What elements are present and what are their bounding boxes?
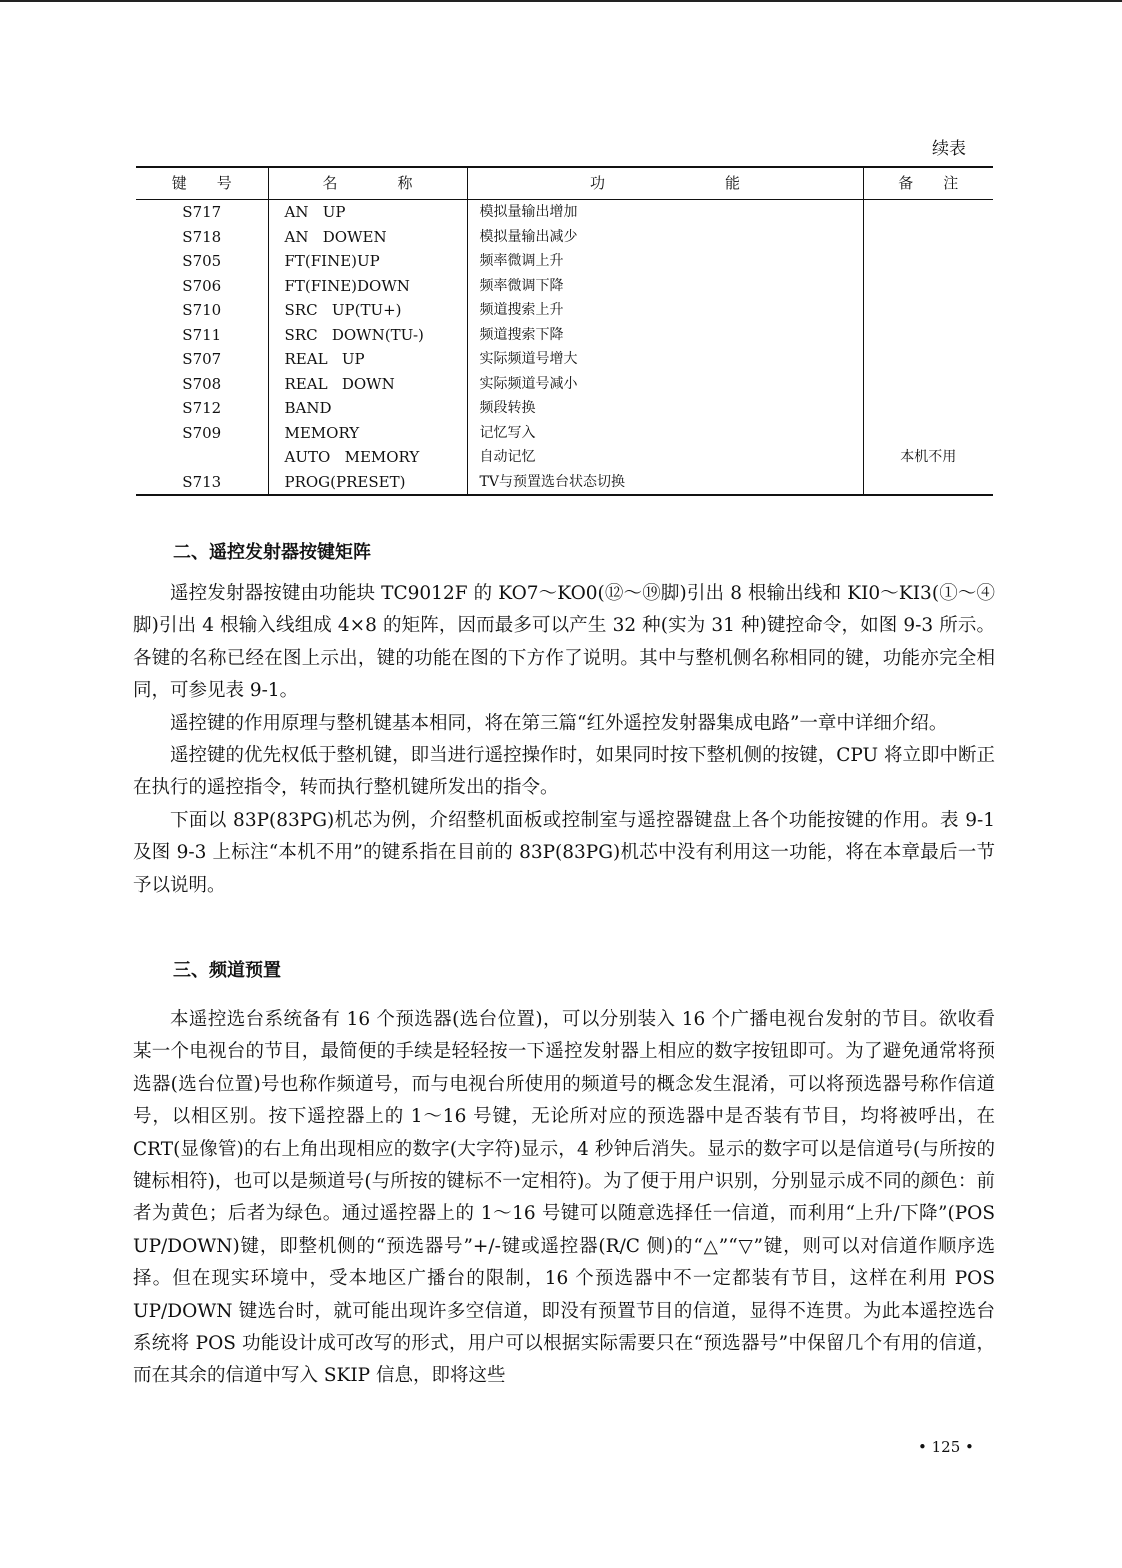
function-cell: 记忆写入: [467, 421, 863, 446]
function-cell: 自动记忆: [467, 445, 863, 470]
key-cell: S713: [136, 470, 268, 496]
name-cell: MEMORY: [268, 421, 467, 446]
note-cell: [863, 225, 993, 250]
key-cell: S708: [182, 374, 222, 393]
function-cell: 实际频道号增大: [467, 347, 863, 372]
key-cell: S711: [182, 325, 222, 344]
key-cell: S706: [182, 276, 222, 295]
col-function: 功 能: [467, 167, 863, 200]
table-row: [136, 347, 993, 372]
name-cell: AUTO MEMORY: [268, 445, 467, 470]
key-cell: [136, 445, 268, 470]
name-cell: BAND: [268, 396, 467, 421]
function-cell: 实际频道号减小: [467, 372, 863, 397]
key-cell: S709: [182, 423, 222, 442]
table-row: [136, 445, 993, 470]
name-cell: SRC DOWN(TU-): [268, 323, 467, 348]
table-continued-label: 续表: [932, 139, 966, 159]
top-rule: [0, 0, 1122, 2]
function-cell: 模拟量输出减少: [467, 225, 863, 250]
paragraph: 遥控键的作用原理与整机键基本相同，将在第三篇“红外遥控发射器集成电路”一章中详细介绍。: [170, 712, 948, 734]
key-cell: S705: [182, 252, 222, 270]
key-cell: S718: [182, 227, 222, 246]
name-cell: AN UP: [268, 200, 467, 225]
paragraph: 遥控发射器按键由功能块 TC9012F 的 KO7～KO0(⑫～⑲脚)引出 8 根输出线和 KI0～KI3(①～④脚)引出 4 根输入线组成 4×8 的矩阵，因而最多可以产生 32 种(实为 31 种)键控命令，如图 9-3 所示。各键的名称已经在图上示出，键的功能在图的下方作了说明。其中与整机侧名称相同的键，功能亦完全相同，可参见表 9-1。: [133, 583, 995, 702]
note-cell: [863, 421, 993, 446]
name-cell: FT(FINE)UP: [268, 249, 467, 274]
table-row: [136, 274, 993, 299]
key-cell: S717: [182, 203, 222, 221]
function-cell: 频道搜索下降: [467, 323, 863, 348]
section-heading-channel-preset: 三、频道预置: [173, 960, 281, 981]
table-header-row: [136, 167, 993, 200]
table-row: [136, 421, 993, 446]
paragraph: 本遥控选台系统备有 16 个预选器(选台位置)，可以分别装入 16 个广播电视台发射的节目。欲收看某一个电视台的节目，最简便的手续是轻轻按一下遥控发射器上相应的数字按钮即可。为了避免通常将预选器(选台位置)号也称作频道号，而与电视台所使用的频道号的概念发生混淆，可以将预选器号称作信道号，以相区别。按下遥控器上的 1～16 号键，无论所对应的预选器中是否装有节目，均将被呼出，在 CRT(显像管)的右上角出现相应的数字(大字符)显示，4 秒钟后消失。显示的数字可以是信道号(与所按的键标相符)，也可以是频道号(与所按的键标不一定相符)。为了便于用户识别，分别显示成不同的颜色：前者为黄色；后者为绿色。通过遥控器上的 1～16 号键可以随意选择任一信道，而利用“上升/下降”(POS UP/DOWN)键，即整机侧的“预选器号”+/-键或遥控器(R/C 侧)的“△”“▽”键，则可以对信道作顺序选择。但在现实环境中，受本地区广播台的限制，16 个预选器中不一定都装有节目，这样在利用 POS UP/DOWN 键选台时，就可能出现许多空信道，即没有预置节目的信道，显得不连贯。为此本遥控选台系统将 POS 功能设计成可改写的形式，用户可以根据实际需要只在“预选器号”中保留几个有用的信道，而在其余的信道中写入 SKIP 信息，即将这些: [133, 1009, 1014, 1387]
name-cell: AN DOWEN: [268, 225, 467, 250]
name-cell: SRC UP(TU+): [268, 298, 467, 323]
key-cell: S710: [182, 301, 222, 319]
note-cell: [863, 470, 993, 496]
note-cell: [863, 323, 993, 348]
note-cell: 本机不用: [863, 445, 993, 470]
col-name: 名 称: [268, 167, 467, 200]
section-body-channel-preset: [133, 1004, 1014, 1393]
note-cell: [863, 249, 993, 274]
table-row: [136, 298, 993, 323]
paragraph: 下面以 83P(83PG)机芯为例，介绍整机面板或控制室与遥控器键盘上各个功能按键的作用。表 9-1 及图 9-3 上标注“本机不用”的键系指在目前的 83P(83PG)机芯中没有利用这一功能，将在本章最后一节予以说明。: [133, 809, 995, 896]
section-heading-key-matrix: 二、遥控发射器按键矩阵: [173, 542, 371, 563]
note-cell: [863, 396, 993, 421]
section-body-key-matrix: [133, 578, 995, 902]
table-row: [136, 323, 993, 348]
key-cell: S712: [182, 399, 222, 417]
table-row: [136, 200, 993, 225]
note-cell: [863, 372, 993, 397]
function-cell: TV与预置选台状态切换: [467, 470, 863, 496]
name-cell: REAL DOWN: [268, 372, 467, 397]
name-cell: FT(FINE)DOWN: [268, 274, 467, 299]
note-cell: [863, 274, 993, 299]
function-cell: 频率微调上升: [467, 249, 863, 274]
function-cell: 频段转换: [467, 396, 863, 421]
function-cell: 频率微调下降: [467, 274, 863, 299]
table-row: [136, 225, 993, 250]
table-row: [136, 372, 993, 397]
col-note: 备 注: [863, 167, 993, 200]
page-number: • 125 •: [918, 1438, 974, 1456]
name-cell: REAL UP: [268, 347, 467, 372]
table-row: [136, 470, 993, 496]
table-row: [136, 396, 993, 421]
function-cell: 频道搜索上升: [467, 298, 863, 323]
col-key-number: 键 号: [136, 167, 268, 200]
function-cell: 模拟量输出增加: [467, 200, 863, 225]
note-cell: [863, 200, 993, 225]
table-row: [136, 249, 993, 274]
key-function-table: [136, 166, 993, 496]
name-cell: PROG(PRESET): [268, 470, 467, 496]
paragraph: 遥控键的优先权低于整机键，即当进行遥控操作时，如果同时按下整机侧的按键，CPU 将立即中断正在执行的遥控指令，转而执行整机键所发出的指令。: [133, 745, 995, 799]
key-cell: S707: [182, 350, 222, 368]
note-cell: [863, 298, 993, 323]
note-cell: [863, 347, 993, 372]
